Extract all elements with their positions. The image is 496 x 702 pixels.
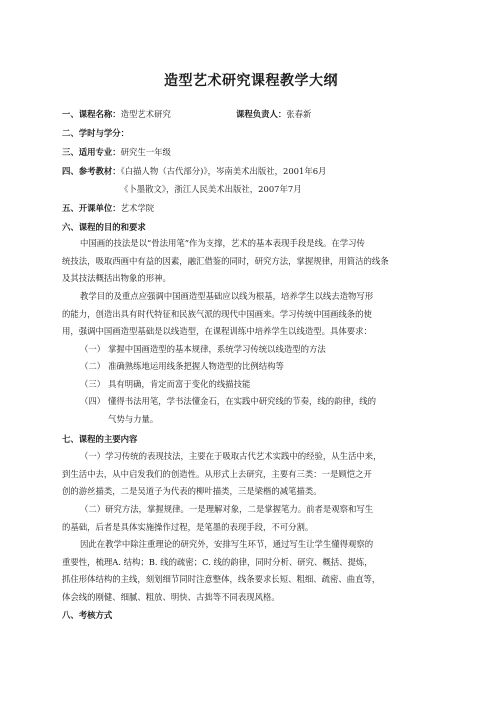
references-row bbox=[62, 166, 326, 177]
target-value: 研究生一年级 bbox=[120, 147, 171, 157]
section-8-heading: 八、考核方式 bbox=[62, 610, 113, 620]
reference-2: 《卜墨散文》，浙江人民美术出版社，2007年7月 bbox=[120, 184, 302, 194]
unit-row bbox=[62, 203, 154, 214]
section-7-paragraph-2: （二）研究方法，掌握规律。一是理解对象，二是掌握笔力。前者是观察和写生 的基础，后者是具体实施操作过程，是笔墨的表现手段，不可分割。 bbox=[62, 504, 374, 532]
section-7-paragraph-1: （一）学习传统的表现技法，主要在于吸取古代艺术实践中的经验，从生活中来， 到生活中去，从中启发我们的创造性。从形式上去研究，主要有三类：一是顾恺之开 创的游丝描类，二是吴道子为代表的柳叶描类，三是梁楷的减笔描类。 bbox=[62, 451, 382, 496]
target-label: 三、适用专业： bbox=[62, 147, 121, 157]
requirement-item: （三） 具有明确，肯定而富于变化的线描技能 bbox=[80, 379, 251, 389]
course-name-value: 造型艺术研究 bbox=[120, 109, 171, 119]
unit-label: 五、开课单位： bbox=[62, 203, 121, 213]
hours-row bbox=[62, 128, 129, 139]
reference-1: 《白描人物（古代部分)》，岑南美术出版社，2001年6月 bbox=[120, 166, 327, 176]
hours-label: 二、学时与学分： bbox=[62, 128, 129, 138]
document-title: 造型艺术研究课程教学大纲 bbox=[164, 73, 338, 89]
section-7-paragraph-3: 因此在教学中除注重理论的研究外，安排写生环节，通过写生让学生懂得观察的 重要性，梳理A. 结构；B. 线的疏密；C. 线的韵律，同时分析、研究、概括、提炼， 抓住形体结构的主线，刻划细节同时注意整体，线条要求长短、粗细、疏密、曲直等， 体会线的刚健、细腻、粗放、明快、古拙等不同表现风格。 bbox=[62, 539, 381, 602]
section-6-heading: 六、课程的目的和要求 bbox=[62, 222, 146, 232]
section-7-heading: 七、课程的主要内容 bbox=[62, 434, 138, 444]
requirement-item: （二） 准确熟练地运用线条把握人物造型的比例结构等 bbox=[80, 361, 284, 371]
unit-value: 艺术学院 bbox=[120, 203, 155, 213]
course-lead-label: 课程负责人： bbox=[236, 109, 287, 119]
course-name-row bbox=[62, 109, 171, 120]
requirement-item: （四） 懂得书法用笔，学书法懂金石，在实践中研究线的节奏，线的韵律，线的 气势与力量。 bbox=[80, 396, 376, 424]
section-6-paragraph-1: 中国画的技法是以“骨法用笔”作为支撑，艺术的基本表现手段是线。在学习传 统技法，吸取西画中有益的因素，融汇借鉴的同时，研究方法，掌握规律，用简洁的线条 及其技法概括出物象的形神。 bbox=[62, 238, 389, 283]
references-label: 四、参考教材： bbox=[62, 166, 121, 176]
course-name-label: 一、课程名称： bbox=[62, 109, 121, 119]
course-lead-value: 张春新 bbox=[286, 109, 312, 119]
section-6-paragraph-2: 教学目的及重点应强调中国画造型基础应以线为根基，培养学生以线去造物写形 的能力，创造出具有时代特征和民族气派的现代中国画来。学习传统中国画线条的使 用，强调中国画造型基础是以线造型，在课程训练中培养学生以线造型。具体要求： bbox=[62, 291, 374, 336]
course-lead-row bbox=[236, 109, 311, 120]
target-row bbox=[62, 147, 171, 158]
requirement-item: （一） 掌握中国画造型的基本规律，系统学习传统以线造型的方法 bbox=[80, 344, 326, 354]
